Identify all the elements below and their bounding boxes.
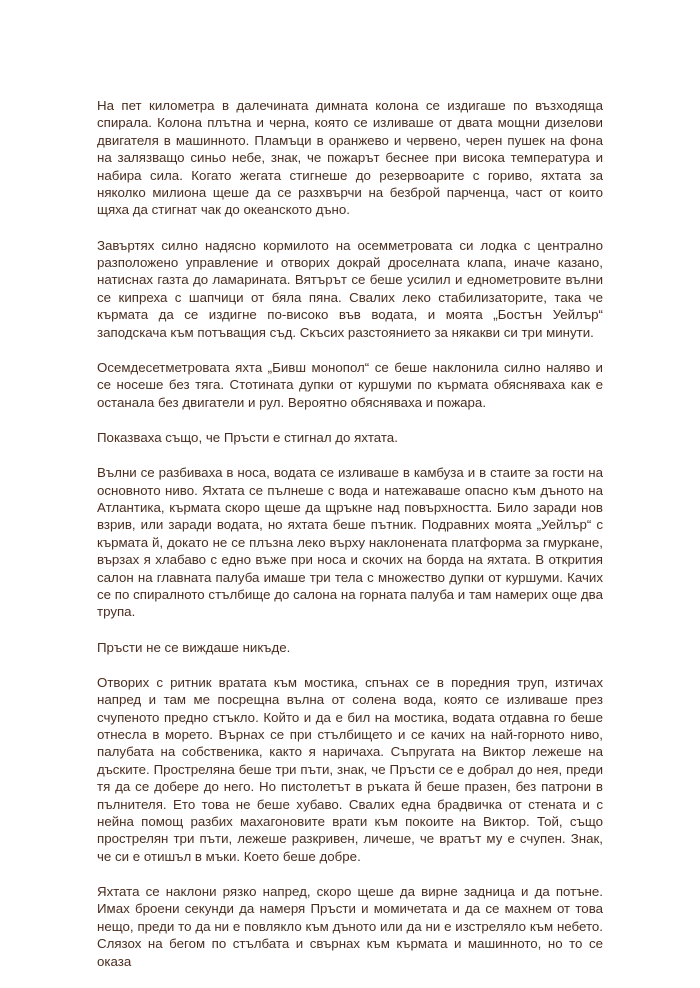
paragraph: Яхтата се наклони рязко напред, скоро щеше да вирне задница и да потъне. Имах броени секунди да намеря Пръсти и момичетата и да се махнем от това нещо, преди то да ни е повлякло към дъното или да ни е изстреляло към небето. Слязох на бегом по стълбата и свърнах към кърмата и машинното, но то се оказа (97, 884, 603, 969)
paragraph: Завъртях силно надясно кормилото на осемметровата си лодка с централно разположено управление и отворих докрай дроселната клапа, иначе казано, натиснах газта до ламарината. Вятърът се беше усилил и еднометровите вълни се кипреха с шапчици от бяла пяна. Свалих леко стабилизаторите, така че кърмата да се издигне по-високо във водата, и моята „Бостън Уейлър“ заподскача към потъващия съд. Скъсих разстоянието за някакви си три минути. (97, 237, 603, 340)
paragraph: Показваха също, че Пръсти е стигнал до яхтата. (97, 429, 398, 445)
document-body (97, 97, 603, 970)
paragraph: Пръсти не се виждаше никъде. (97, 639, 291, 655)
paragraph: Осемдесетметровата яхта „Бивш монопол“ се беше наклонила силно наляво и се носеше без тяга. Стотината дупки от куршуми по кърмата обясняваха как е останала без двигатели и рул. Вероятно обясняваха и пожара. (97, 359, 603, 410)
paragraph: Отворих с ритник вратата към мостика, спънах се в поредния труп, изтичах напред и там ме посрещна вълна от солена вода, която се изливаше през счупеното предно стъкло. Който и да е бил на мостика, водата отдавна го беше отнесла в морето. Върнах се при стълбището и се качих на най-горното ниво, палубата на собственика, както я наричаха. Съпругата на Виктор лежеше на дъските. Простреляна беше три пъти, знак, че Пръсти се е добрал до нея, преди тя да се добере до него. Но пистолетът в ръката й беше празен, без патрони в пълнителя. Ето това не беше хубаво. Свалих една брадвичка от стената и с нейна помощ разбих махагоновите врати към покоите на Виктор. Той, също прострелян три пъти, лежеше разкривен, личеше, че вратът му е счупен. Знак, че си е отишъл в мъки. Което беше добре. (97, 674, 603, 864)
paragraph: На пет километра в далечината димната колона се издигаше по възходяща спирала. Колона плътна и черна, която се изливаше от двата мощни дизелови двигателя в машинното. Пламъци в оранжево и червено, черен пушек на фона на залязващо синьо небе, знак, че пожарът беснее при висока температура и набира сила. Когато жегата стигнеше до резервоарите с гориво, яхтата за няколко милиона щеше да се разхвърчи на безброй парченца, част от които щяха да стигнат чак до океанското дъно. (97, 98, 603, 218)
paragraph: Вълни се разбиваха в носа, водата се изливаше в камбуза и в стаите за гости на основното ниво. Яхтата се пълнеше с вода и натежаваше опасно към дъното на Атлантика, кърмата скоро щеше да щръкне над повърхността. Било заради нов взрив, или заради водата, но яхтата беше пътник. Подравних моята „Уейлър“ с кърмата й, докато не се плъзна леко върху наклонената платформа за гмуркане, вързах я хлабаво с едно въже при носа и скочих на борда на яхтата. В открития салон на главната палуба имаше три тела с множество дупки от куршуми. Качих се по спиралното стълбище до салона на горната палуба и там намерих още два трупа. (97, 465, 603, 620)
